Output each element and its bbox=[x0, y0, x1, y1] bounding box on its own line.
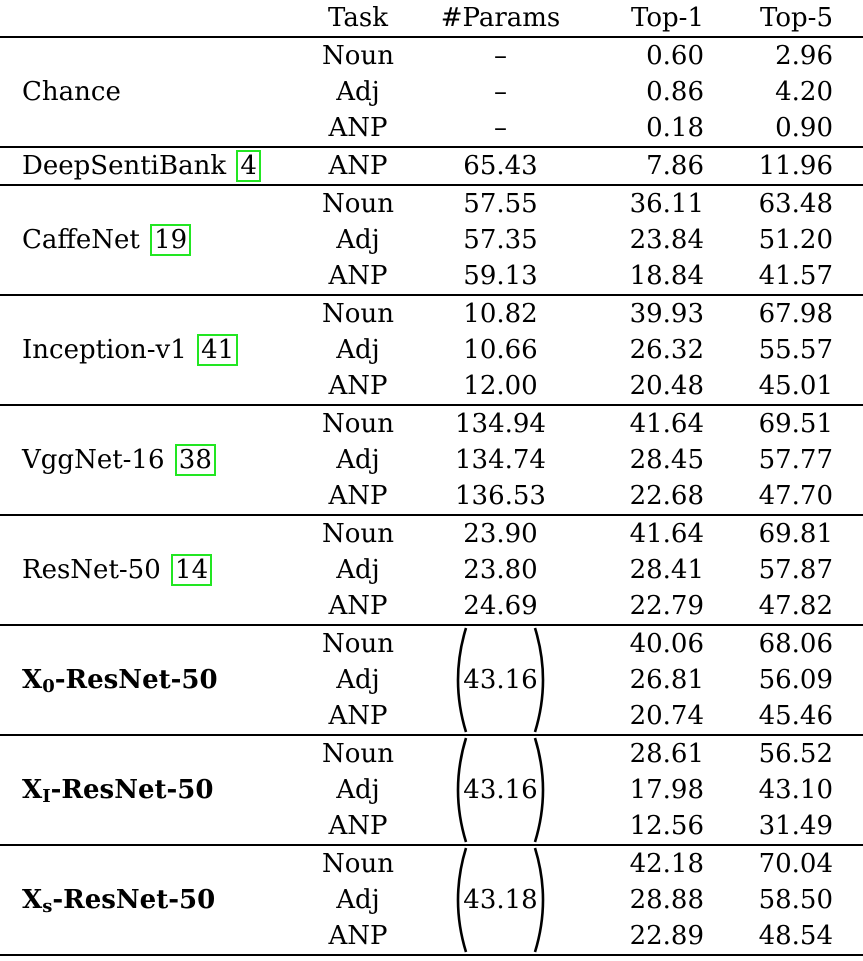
task-cell: Noun bbox=[322, 849, 394, 879]
top5-cell: 47.82 bbox=[758, 591, 833, 621]
top1-cell: 18.84 bbox=[629, 261, 704, 291]
header-method bbox=[0, 0, 312, 37]
task-cell: ANP bbox=[328, 701, 388, 731]
params-cell: 23.80 bbox=[463, 555, 538, 585]
params-cell: 12.00 bbox=[463, 371, 538, 401]
top1-cell: 28.88 bbox=[629, 885, 704, 915]
header-row bbox=[0, 0, 863, 37]
top5-cell: 2.96 bbox=[775, 41, 833, 71]
top1-cell: 42.18 bbox=[629, 849, 704, 879]
table-row bbox=[0, 185, 863, 222]
method-subscript: I bbox=[42, 786, 51, 807]
top5-cell: 57.87 bbox=[758, 555, 833, 585]
task-cell: ANP bbox=[328, 591, 388, 621]
top1-cell: 41.64 bbox=[629, 519, 704, 549]
task-cell: Noun bbox=[322, 41, 394, 71]
task-cell: Noun bbox=[322, 409, 394, 439]
method-cell bbox=[0, 185, 312, 295]
params-cell: 23.90 bbox=[463, 519, 538, 549]
table-row bbox=[0, 37, 863, 74]
top1-cell: 0.86 bbox=[646, 77, 704, 107]
method-name: Chance bbox=[22, 77, 121, 107]
params-cell: 24.69 bbox=[463, 591, 538, 621]
task-cell: Adj bbox=[336, 885, 380, 915]
method-cell bbox=[0, 405, 312, 515]
top1-cell: 26.32 bbox=[629, 335, 704, 365]
citation-link[interactable]: 41 bbox=[197, 334, 238, 366]
top5-cell: 56.09 bbox=[758, 665, 833, 695]
top5-cell: 55.57 bbox=[758, 335, 833, 365]
top1-cell: 12.56 bbox=[629, 811, 704, 841]
top5-cell: 51.20 bbox=[758, 225, 833, 255]
top1-cell: 41.64 bbox=[629, 409, 704, 439]
top1-cell: 40.06 bbox=[629, 629, 704, 659]
method-cell bbox=[0, 147, 312, 185]
task-cell: Adj bbox=[336, 335, 380, 365]
method-cell bbox=[0, 845, 312, 955]
method-name: DeepSentiBank bbox=[22, 151, 227, 181]
top1-cell: 17.98 bbox=[629, 775, 704, 805]
top5-cell: 69.51 bbox=[758, 409, 833, 439]
top1-cell: 7.86 bbox=[646, 151, 704, 181]
top5-cell: 31.49 bbox=[758, 811, 833, 841]
table-row bbox=[0, 845, 863, 882]
task-cell: ANP bbox=[328, 371, 388, 401]
task-cell: Adj bbox=[336, 665, 380, 695]
task-cell: Noun bbox=[322, 299, 394, 329]
citation-link[interactable]: 38 bbox=[175, 444, 216, 476]
params-cell: 57.35 bbox=[463, 225, 538, 255]
table-body bbox=[0, 37, 863, 955]
method-suffix: -ResNet-50 bbox=[50, 775, 214, 805]
top1-cell: 36.11 bbox=[629, 189, 704, 219]
top1-cell: 26.81 bbox=[629, 665, 704, 695]
task-cell: Adj bbox=[336, 555, 380, 585]
top5-cell: 69.81 bbox=[758, 519, 833, 549]
table-row bbox=[0, 735, 863, 772]
task-cell: Adj bbox=[336, 445, 380, 475]
task-cell: Noun bbox=[322, 739, 394, 769]
params-value: 43.16 bbox=[463, 665, 538, 695]
task-cell: Adj bbox=[336, 225, 380, 255]
method-subscript: s bbox=[42, 896, 53, 917]
table-row bbox=[0, 515, 863, 552]
header-task: Task bbox=[328, 3, 388, 33]
top1-cell: 28.45 bbox=[629, 445, 704, 475]
method-cell bbox=[0, 37, 312, 147]
top1-cell: 22.68 bbox=[629, 481, 704, 511]
method-name: VggNet-16 bbox=[22, 445, 165, 475]
top5-cell: 67.98 bbox=[758, 299, 833, 329]
params-cell: – bbox=[494, 77, 507, 107]
top1-cell: 22.79 bbox=[629, 591, 704, 621]
params-cell: 57.55 bbox=[463, 189, 538, 219]
top5-cell: 43.10 bbox=[758, 775, 833, 805]
top5-cell: 11.96 bbox=[758, 151, 833, 181]
method-main: X bbox=[22, 665, 43, 695]
top5-cell: 70.04 bbox=[758, 849, 833, 879]
top5-cell: 45.01 bbox=[758, 371, 833, 401]
table-row bbox=[0, 625, 863, 662]
top5-cell: 68.06 bbox=[758, 629, 833, 659]
method-suffix: -ResNet-50 bbox=[54, 665, 218, 695]
top1-cell: 28.41 bbox=[629, 555, 704, 585]
task-cell: ANP bbox=[328, 481, 388, 511]
task-cell: ANP bbox=[328, 113, 388, 143]
method-name: Inception-v1 bbox=[22, 335, 187, 365]
header-top1: Top-1 bbox=[631, 3, 704, 33]
params-cell: 136.53 bbox=[455, 481, 546, 511]
task-cell: ANP bbox=[328, 261, 388, 291]
citation-link[interactable]: 19 bbox=[150, 224, 191, 256]
params-cell: 59.13 bbox=[463, 261, 538, 291]
method-cell bbox=[0, 295, 312, 405]
task-cell: Adj bbox=[336, 775, 380, 805]
top5-cell: 41.57 bbox=[758, 261, 833, 291]
task-cell: Noun bbox=[322, 519, 394, 549]
params-cell: 134.74 bbox=[455, 445, 546, 475]
top1-cell: 22.89 bbox=[629, 921, 704, 951]
task-cell: ANP bbox=[328, 811, 388, 841]
params-cell: 134.94 bbox=[455, 409, 546, 439]
top1-cell: 20.48 bbox=[629, 371, 704, 401]
top1-cell: 23.84 bbox=[629, 225, 704, 255]
params-value: 43.16 bbox=[463, 775, 538, 805]
params-cell bbox=[404, 625, 597, 735]
top1-cell: 0.60 bbox=[646, 41, 704, 71]
params-cell bbox=[404, 735, 597, 845]
top5-cell: 0.90 bbox=[775, 113, 833, 143]
table-row bbox=[0, 147, 863, 185]
params-cell: 65.43 bbox=[463, 151, 538, 181]
params-cell: – bbox=[494, 41, 507, 71]
top5-cell: 58.50 bbox=[758, 885, 833, 915]
top5-cell: 45.46 bbox=[758, 701, 833, 731]
top5-cell: 63.48 bbox=[758, 189, 833, 219]
task-cell: Noun bbox=[322, 629, 394, 659]
method-name bbox=[22, 775, 213, 805]
table-row bbox=[0, 405, 863, 442]
top1-cell: 0.18 bbox=[646, 113, 704, 143]
params-cell bbox=[404, 845, 597, 955]
header-params: #Params bbox=[440, 3, 561, 33]
task-cell: Noun bbox=[322, 189, 394, 219]
method-name bbox=[22, 885, 215, 915]
method-main: X bbox=[22, 775, 43, 805]
top1-cell: 28.61 bbox=[629, 739, 704, 769]
params-cell: 10.66 bbox=[463, 335, 538, 365]
method-name: ResNet-50 bbox=[22, 555, 161, 585]
task-cell: ANP bbox=[328, 151, 388, 181]
top1-cell: 39.93 bbox=[629, 299, 704, 329]
method-cell bbox=[0, 625, 312, 735]
params-cell: – bbox=[494, 113, 507, 143]
task-cell: ANP bbox=[328, 921, 388, 951]
citation-link[interactable]: 14 bbox=[171, 554, 212, 586]
params-value: 43.18 bbox=[463, 885, 538, 915]
top5-cell: 56.52 bbox=[758, 739, 833, 769]
method-cell bbox=[0, 515, 312, 625]
params-cell: 10.82 bbox=[463, 299, 538, 329]
method-subscript: 0 bbox=[42, 676, 55, 697]
top5-cell: 47.70 bbox=[758, 481, 833, 511]
top5-cell: 57.77 bbox=[758, 445, 833, 475]
top5-cell: 4.20 bbox=[775, 77, 833, 107]
method-main: X bbox=[22, 885, 43, 915]
table-row bbox=[0, 295, 863, 332]
method-cell bbox=[0, 735, 312, 845]
top5-cell: 48.54 bbox=[758, 921, 833, 951]
method-name bbox=[22, 665, 218, 695]
method-name: CaffeNet bbox=[22, 225, 140, 255]
citation-link[interactable]: 4 bbox=[236, 150, 261, 182]
task-cell: Adj bbox=[336, 77, 380, 107]
top1-cell: 20.74 bbox=[629, 701, 704, 731]
header-top5: Top-5 bbox=[760, 3, 833, 33]
method-suffix: -ResNet-50 bbox=[52, 885, 216, 915]
